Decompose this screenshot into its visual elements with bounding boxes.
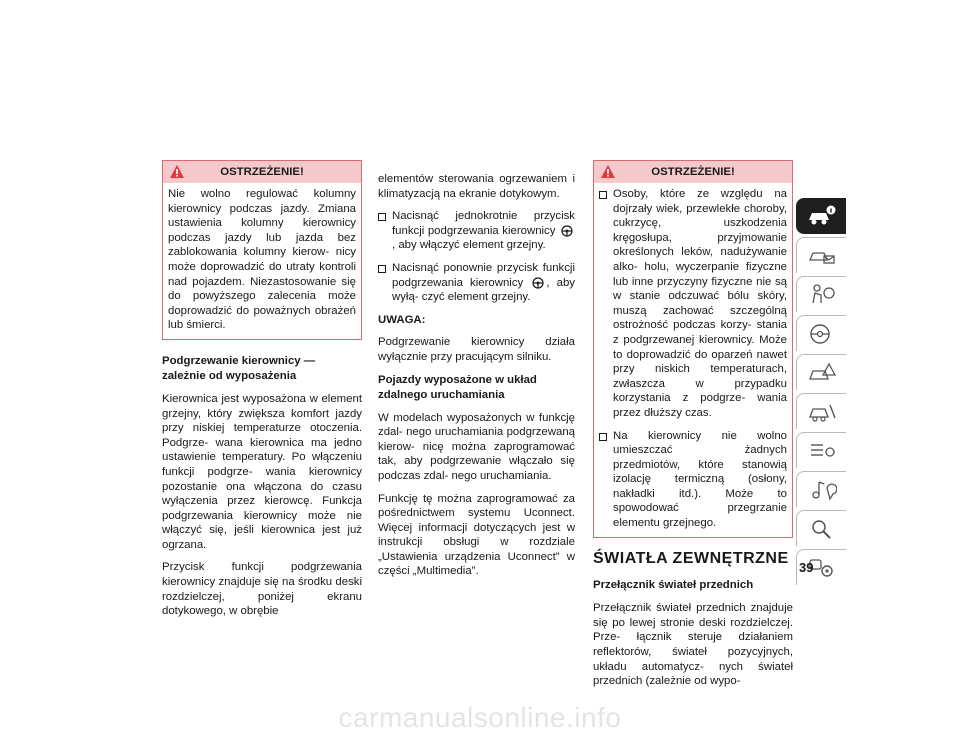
paragraph: Funkcję tę można zaprogramować za pośrednictwem systemu Uconnect. Więcej informacji dotyczących jest w instrukcji obsługi w rozdziale „Ustawienia urządzenia Uconnect” w części „Multimedia”.	[378, 492, 575, 578]
checkbox-square-icon	[599, 191, 607, 199]
list-item-text: Na kierownicy nie wolno umieszczać żadnych przedmiotów, które stanowią izolację termiczną (osłony, nakładki itd.). Może to spowodować przegrzanie elementu grzejnego.	[613, 429, 787, 530]
paragraph: Przełącznik świateł przednich znajduje się po lewej stronie deski rozdzielczej. Prze- łącznik steruje działaniem reflektorów, świateł pozycyjnych, układu automatycz- nych świateł przednich (zależnie od wypo-	[593, 602, 793, 688]
section-heading: Podgrzewanie kierownicy — zależnie od wyposażenia	[162, 354, 316, 382]
heated-wheel-icon	[561, 225, 573, 237]
section-heading: Przełącznik świateł przednich	[593, 579, 754, 592]
tab-search[interactable]	[796, 510, 846, 546]
list-item-text: Nacisnąć ponownie przycisk funkcji podgrzewania kierownicy	[392, 261, 575, 289]
chapter-heading: ŚWIATŁA ZEWNĘTRZNE	[593, 549, 789, 567]
warning-triangle-icon	[169, 164, 185, 179]
list-item	[599, 429, 787, 531]
list-item-text: , aby włączyć element grzejny.	[392, 239, 546, 252]
steering-wheel-icon	[807, 322, 837, 346]
list-item-text: Osoby, które ze względu na dojrzały wiek, przewlekłe choroby, cukrzycę, uszkodzenia kręgosłupa, przyjmowanie określonych leków, nadużywanie alko- holu, wyczerpanie fizyczne lub inne przyczyny fizyczne nie są w stanie odczuwać bólu skóry, muszą zachować szczególną ostrożność podczas korzy- stania z podgrzewanej kierownicy. Może to doprowadzić do oparzeń nawet przy niskich temperaturach, zwłaszcza w przypadku korzystania z podgrze- wania przez dłuższy czas.	[613, 188, 787, 419]
warning-box	[162, 160, 362, 340]
tab-car-mail[interactable]	[796, 237, 846, 273]
list-item	[378, 209, 575, 253]
tab-list-settings[interactable]	[796, 432, 846, 468]
paragraph: W modelach wyposażonych w funkcję zdal- nego uruchamiania podgrzewaną kierow- nicę można zaprogramować tak, aby podgrzewanie włączało się podczas zdal- nego uruchamiania.	[378, 411, 575, 482]
list-item-text: , aby wyłą- czyć element grzejny.	[392, 276, 575, 304]
car-service-icon	[807, 400, 837, 424]
warning-box	[593, 160, 793, 538]
checkbox-square-icon	[378, 213, 386, 221]
car-info-icon	[806, 204, 836, 228]
tab-car-crash[interactable]	[796, 354, 846, 390]
column-2	[378, 172, 575, 587]
section-heading: Pojazdy wyposażone w układ zdalnego uruchamiania	[378, 373, 537, 401]
tab-car-service[interactable]	[796, 393, 846, 429]
list-item	[599, 187, 787, 421]
note-title: UWAGA:	[378, 313, 426, 326]
page-number: 39	[799, 560, 814, 575]
warning-triangle-icon	[600, 164, 616, 179]
car-crash-icon	[807, 361, 837, 385]
car-mail-icon	[807, 244, 837, 268]
column-1	[162, 160, 362, 627]
tab-seat-airbag[interactable]	[796, 276, 846, 312]
list-settings-icon	[807, 439, 837, 463]
chapter-tabs	[796, 198, 846, 588]
warning-header	[163, 161, 361, 183]
tab-car-info[interactable]	[796, 198, 846, 234]
seat-airbag-icon	[807, 283, 837, 307]
watermark: carmanualsonline.info	[338, 702, 622, 733]
search-icon	[807, 517, 837, 541]
checkbox-square-icon	[378, 265, 386, 273]
list-item-text: Nacisnąć jednokrotnie przycisk funkcji podgrzewania kierownicy	[392, 210, 575, 237]
paragraph: elementów sterowania ogrzewaniem i klimatyzacją na ekranie dotykowym.	[378, 173, 575, 200]
paragraph: Kierownica jest wyposażona w element grzejny, który zwiększa komfort jazdy przy niskiej temperaturze otoczenia. Podgrze- wana kierownica ma jedno ustawienie temperatury. Po włączeniu funkcji podgrze- wania kierownicy pozostanie ona włączona do czasu wyłączenia przez kierowcę. Funkcja podgrzewania kierownicy może nie włączyć się, jeśli kierownica jest już ogrzana.	[162, 392, 362, 551]
list-item	[378, 261, 575, 305]
paragraph: Przycisk funkcji podgrzewania kierownicy znajduje się na środku deski rozdzielczej, poniżej ekranu dotykowego, w obrębie	[162, 561, 362, 618]
tab-music-nav[interactable]	[796, 471, 846, 507]
warning-title: OSTRZEŻENIE!	[651, 166, 735, 178]
heated-wheel-icon	[532, 277, 544, 289]
note-text: Podgrzewanie kierownicy działa wyłącznie przy pracującym silniku.	[378, 336, 575, 363]
tab-steering-wheel[interactable]	[796, 315, 846, 351]
warning-header	[594, 161, 792, 183]
column-3	[593, 160, 793, 697]
music-nav-icon	[807, 478, 837, 502]
warning-text: Nie wolno regulować kolumny kierownicy podczas jazdy. Zmiana ustawienia kolumny kierownicy podczas jazdy lub jazda bez zablokowania kolumny kierow- nicy może doprowadzić do utraty kontroli nad pojazdem. Niezastosowanie się do powyższego zalecenia może doprowadzić do poważnych obrażeń lub śmierci.	[168, 188, 356, 332]
warning-title: OSTRZEŻENIE!	[220, 166, 304, 178]
checkbox-square-icon	[599, 433, 607, 441]
